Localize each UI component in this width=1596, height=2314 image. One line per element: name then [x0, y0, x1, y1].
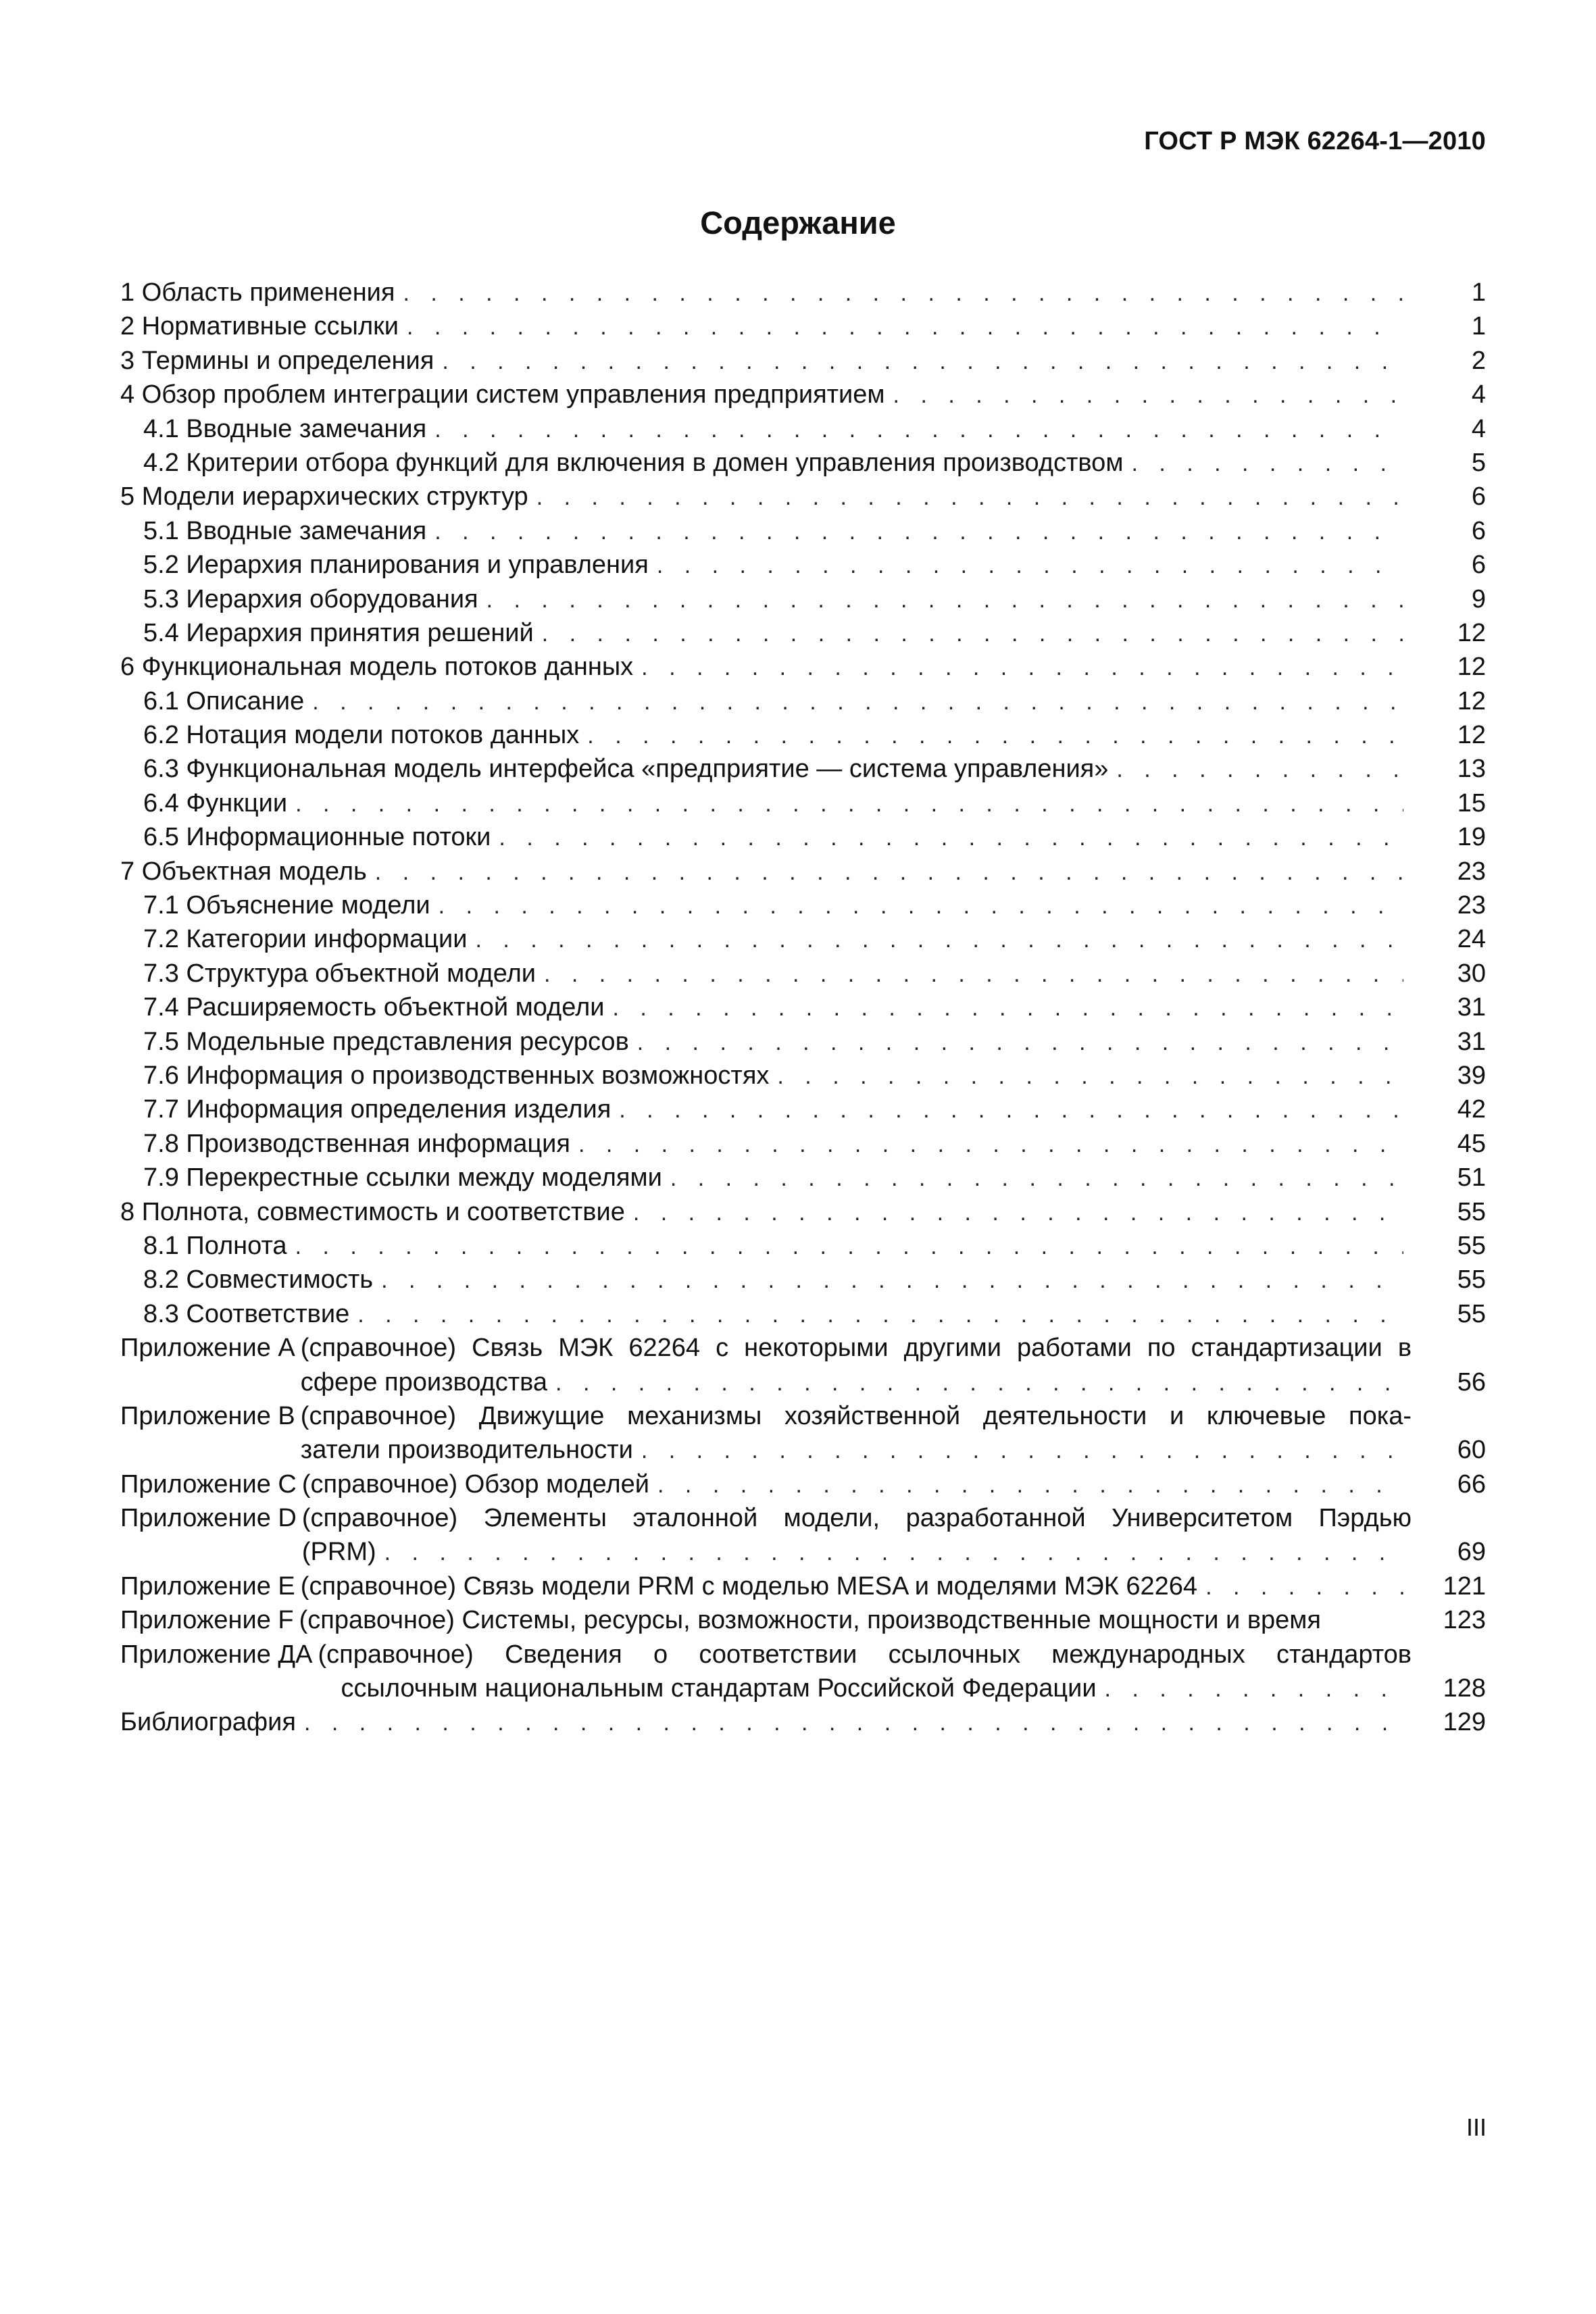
dot-leader: [439, 889, 1403, 923]
toc-entry-page: 5: [1471, 448, 1486, 477]
appendix-line: [301, 1365, 1486, 1399]
toc-entry[interactable]: [120, 1161, 1486, 1194]
dot-leader: [670, 1161, 1403, 1195]
toc-entry-page: 45: [1457, 1129, 1486, 1158]
toc-entry-label: 7.3 Структура объектной модели: [143, 959, 536, 988]
toc-entry[interactable]: [120, 1263, 1486, 1297]
toc-appendix[interactable]: [120, 1467, 1486, 1501]
appendix-line-text: (справочное) Обзор моделей: [301, 1469, 650, 1499]
dot-leader: [1116, 753, 1403, 786]
dot-leader: [381, 1263, 1403, 1297]
toc-entry[interactable]: [120, 309, 1486, 343]
appendix-line: [302, 1501, 1486, 1535]
appendix-line: [299, 1603, 1486, 1637]
toc-entry-page: 30: [1457, 959, 1486, 988]
dot-leader: [407, 310, 1403, 344]
toc-entry[interactable]: [120, 1092, 1486, 1126]
toc-entry[interactable]: [120, 820, 1486, 854]
toc-entry[interactable]: [120, 786, 1486, 820]
appendix-label: Приложение C: [120, 1469, 297, 1499]
toc-entry[interactable]: [120, 1025, 1486, 1059]
toc-entry-page: 6: [1471, 482, 1486, 511]
dot-leader: [1205, 1570, 1403, 1604]
toc-appendix[interactable]: [120, 1638, 1486, 1706]
dot-leader: [384, 1536, 1403, 1569]
toc-entry-page: 31: [1457, 993, 1486, 1022]
dot-leader: [542, 617, 1403, 651]
toc-entry-label: 5.1 Вводные замечания: [143, 516, 427, 545]
toc-entry-page: 15: [1457, 788, 1486, 818]
dot-leader: [1131, 447, 1403, 480]
dot-leader: [613, 991, 1404, 1025]
toc-entry-page: 55: [1457, 1265, 1486, 1294]
appendix-line-text: (справочное) Системы, ресурсы, возможности, производственные мощности и время: [299, 1606, 1321, 1635]
toc-entry-page: 23: [1457, 857, 1486, 886]
toc-entry[interactable]: [120, 514, 1486, 548]
appendix-page: 66: [1457, 1469, 1486, 1499]
appendix-line-text: (справочное) Связь модели PRM с моделью MESA и моделями МЭК 62264: [300, 1571, 1198, 1601]
toc-appendix[interactable]: [120, 1603, 1486, 1637]
toc-entry[interactable]: [120, 480, 1486, 513]
dot-leader: [544, 957, 1403, 991]
toc-entry-page: 12: [1457, 653, 1486, 682]
toc-entry-label: 7.1 Объяснение модели: [143, 891, 430, 920]
toc-entry-label: 4 Обзор проблем интеграции систем управления предприятием: [120, 380, 885, 409]
appendix-description: [318, 1638, 1486, 1706]
appendix-description: [302, 1467, 1486, 1501]
dot-leader: [499, 821, 1403, 855]
dot-leader: [304, 1706, 1403, 1740]
dot-leader: [657, 549, 1403, 582]
toc-entry-label: 2 Нормативные ссылки: [120, 312, 399, 341]
appendix-description: [302, 1501, 1486, 1569]
toc-entry-label: 6 Функциональная модель потоков данных: [120, 653, 634, 682]
toc-entry[interactable]: [120, 1195, 1486, 1229]
dot-leader: [375, 855, 1403, 889]
toc-entry-page: 55: [1457, 1197, 1486, 1226]
toc-title: Содержание: [700, 205, 896, 241]
toc-entry[interactable]: [120, 650, 1486, 684]
toc-entry[interactable]: [120, 1297, 1486, 1331]
toc-entry[interactable]: [120, 378, 1486, 411]
toc-entry-page: 39: [1457, 1061, 1486, 1090]
appendix-label: Приложение B: [120, 1401, 295, 1430]
dot-leader: [357, 1298, 1403, 1332]
toc-entry[interactable]: [120, 412, 1486, 446]
toc-entry-label: 5.3 Иерархия оборудования: [143, 584, 478, 613]
toc-entry-page: 12: [1457, 721, 1486, 750]
dot-leader: [641, 1434, 1403, 1467]
appendix-line: [301, 1569, 1486, 1603]
toc-entry-page: 19: [1457, 823, 1486, 852]
appendix-label: Приложение E: [120, 1571, 295, 1601]
toc-entry-label: 3 Термины и определения: [120, 346, 434, 375]
appendix-line-text: (PRM): [301, 1538, 376, 1567]
toc-entry-label: 8 Полнота, совместимость и соответствие: [120, 1197, 625, 1226]
appendix-line: [318, 1638, 1486, 1671]
toc-entry[interactable]: [120, 718, 1486, 752]
dot-leader: [487, 583, 1403, 617]
toc-entry-label: 7.2 Категории информации: [143, 925, 468, 954]
toc-entry-page: 55: [1457, 1231, 1486, 1260]
dot-leader: [442, 345, 1403, 378]
toc-entry-page: 6: [1471, 516, 1486, 545]
toc-entry-page: 42: [1457, 1095, 1486, 1124]
appendix-page: 69: [1457, 1538, 1486, 1567]
toc-entry-page: 12: [1457, 618, 1486, 647]
appendix-label: Приложение F: [120, 1606, 294, 1635]
appendix-label: Приложение ДА: [120, 1640, 313, 1669]
appendix-description: [299, 1603, 1486, 1637]
dot-leader: [295, 787, 1403, 821]
toc-entry-label: 5 Модели иерархических структур: [120, 482, 528, 511]
appendix-line-text: (справочное) Сведения о соответствии ссылочных международных стандартов: [318, 1640, 1412, 1669]
toc-entry-label: 7.8 Производственная информация: [143, 1129, 570, 1158]
dot-leader: [587, 719, 1403, 753]
dot-leader: [475, 923, 1403, 957]
toc-entry-label: 7.6 Информация о производственных возможностях: [143, 1061, 770, 1090]
dot-leader: [312, 685, 1403, 719]
toc-entry-label: 7.7 Информация определения изделия: [143, 1095, 612, 1124]
toc-entry-label: 7.9 Перекрестные ссылки между моделями: [143, 1163, 662, 1192]
toc-bibliography[interactable]: [120, 1705, 1486, 1739]
bibliography-page: 129: [1443, 1708, 1486, 1737]
toc-entry-page: 1: [1471, 278, 1486, 307]
appendix-line-text: (справочное) Связь МЭК 62264 с некоторыми другими работами по стандартизации в: [300, 1334, 1412, 1363]
bibliography-label: Библиография: [120, 1708, 296, 1737]
toc-entry-label: 8.3 Соответствие: [143, 1299, 350, 1328]
document-code: ГОСТ Р МЭК 62264-1—2010: [1144, 127, 1486, 155]
toc-entry-label: 6.4 Функции: [143, 788, 288, 818]
toc-entry-label: 4.2 Критерии отбора функций для включения в домен управления производством: [143, 448, 1124, 477]
appendix-page: 128: [1443, 1674, 1486, 1703]
toc-entry[interactable]: [120, 344, 1486, 378]
dot-leader: [578, 1128, 1403, 1161]
dot-leader: [633, 1196, 1403, 1230]
toc-entry-page: 31: [1457, 1027, 1486, 1056]
toc-entry[interactable]: [120, 888, 1486, 922]
dot-leader: [403, 276, 1403, 310]
appendix-page: 60: [1457, 1436, 1486, 1465]
appendix-line-text: ссылочным национальным стандартам Российской Федерации: [341, 1674, 1097, 1703]
appendix-label: Приложение A: [120, 1334, 295, 1363]
toc-entry-label: 7.5 Модельные представления ресурсов: [143, 1027, 629, 1056]
toc-entry-page: 13: [1457, 755, 1486, 784]
toc-entry-page: 2: [1471, 346, 1486, 375]
toc-entry-page: 12: [1457, 686, 1486, 715]
toc-entry[interactable]: [120, 990, 1486, 1024]
appendix-line: [318, 1671, 1486, 1705]
toc-entry-page: 23: [1457, 891, 1486, 920]
dot-leader: [619, 1093, 1403, 1127]
toc-entry-page: 6: [1471, 551, 1486, 580]
appendix-description: [301, 1331, 1486, 1399]
appendix-page: 56: [1457, 1367, 1486, 1397]
toc-entry-label: 5.4 Иерархия принятия решений: [143, 618, 534, 647]
dot-leader: [777, 1059, 1403, 1093]
toc-entry-page: 9: [1471, 584, 1486, 613]
toc-appendix[interactable]: [120, 1569, 1486, 1603]
toc-entry[interactable]: [120, 1229, 1486, 1263]
toc-entry-label: 6.3 Функциональная модель интерфейса «предприятие — система управления»: [143, 755, 1109, 784]
appendix-line-text: (справочное) Движущие механизмы хозяйственной деятельности и ключевые пока-: [300, 1401, 1412, 1430]
toc-entry-label: 7 Объектная модель: [120, 857, 367, 886]
dot-leader: [434, 413, 1403, 447]
appendix-line: [301, 1331, 1486, 1365]
toc-entry[interactable]: [120, 684, 1486, 718]
toc-entry-page: 4: [1471, 414, 1486, 443]
appendix-page: 123: [1443, 1606, 1486, 1635]
appendix-line: [302, 1535, 1486, 1569]
toc-appendix[interactable]: [120, 1399, 1486, 1467]
toc-entry[interactable]: [120, 922, 1486, 956]
dot-leader: [555, 1366, 1403, 1400]
toc-entry-label: 5.2 Иерархия планирования и управления: [143, 551, 649, 580]
toc-entry[interactable]: [120, 1127, 1486, 1161]
toc-entry-label: 6.1 Описание: [143, 686, 305, 715]
dot-leader: [657, 1468, 1403, 1502]
dot-leader: [434, 515, 1403, 549]
toc-entry-label: 4.1 Вводные замечания: [143, 414, 427, 443]
toc-entry-page: 55: [1457, 1299, 1486, 1328]
appendix-label: Приложение D: [120, 1504, 297, 1533]
toc-entry-label: 6.5 Информационные потоки: [143, 823, 491, 852]
page-number: III: [1466, 2113, 1487, 2141]
dot-leader: [893, 378, 1403, 412]
table-of-contents: [120, 276, 1486, 1740]
toc-appendix[interactable]: [120, 1331, 1486, 1399]
appendix-line-text: затели производительности: [300, 1436, 633, 1465]
appendix-line: [301, 1399, 1486, 1433]
toc-entry[interactable]: [120, 582, 1486, 616]
dot-leader: [295, 1230, 1403, 1263]
toc-entry-label: 6.2 Нотация модели потоков данных: [143, 721, 580, 750]
appendix-line: [301, 1433, 1486, 1467]
toc-entry-label: 7.4 Расширяемость объектной модели: [143, 993, 605, 1022]
toc-entry[interactable]: [120, 616, 1486, 650]
toc-entry[interactable]: [120, 957, 1486, 990]
dot-leader: [1105, 1672, 1403, 1706]
toc-appendix[interactable]: [120, 1501, 1486, 1569]
toc-entry-page: 24: [1457, 925, 1486, 954]
toc-entry-page: 51: [1457, 1163, 1486, 1192]
toc-entry-label: 8.2 Совместимость: [143, 1265, 374, 1294]
dot-leader: [641, 651, 1403, 684]
toc-entry[interactable]: [120, 276, 1486, 309]
appendix-description: [301, 1399, 1486, 1467]
toc-entry[interactable]: [120, 855, 1486, 888]
toc-entry-label: 8.1 Полнота: [143, 1231, 287, 1260]
appendix-line-text: (справочное) Элементы эталонной модели, разработанной Университетом Пэрдью: [301, 1504, 1412, 1533]
appendix-line: [302, 1467, 1486, 1501]
appendix-line-text: сфере производства: [300, 1367, 548, 1397]
dot-leader: [537, 480, 1403, 514]
toc-entry-page: 1: [1471, 312, 1486, 341]
appendix-description: [301, 1569, 1486, 1603]
toc-entry[interactable]: [120, 1059, 1486, 1092]
toc-entry-label: 1 Область применения: [120, 278, 395, 307]
toc-entry[interactable]: [120, 752, 1486, 786]
appendix-page: 121: [1443, 1571, 1486, 1601]
toc-entry[interactable]: [120, 446, 1486, 480]
dot-leader: [637, 1026, 1403, 1059]
toc-entry-page: 4: [1471, 380, 1486, 409]
toc-entry[interactable]: [120, 548, 1486, 582]
